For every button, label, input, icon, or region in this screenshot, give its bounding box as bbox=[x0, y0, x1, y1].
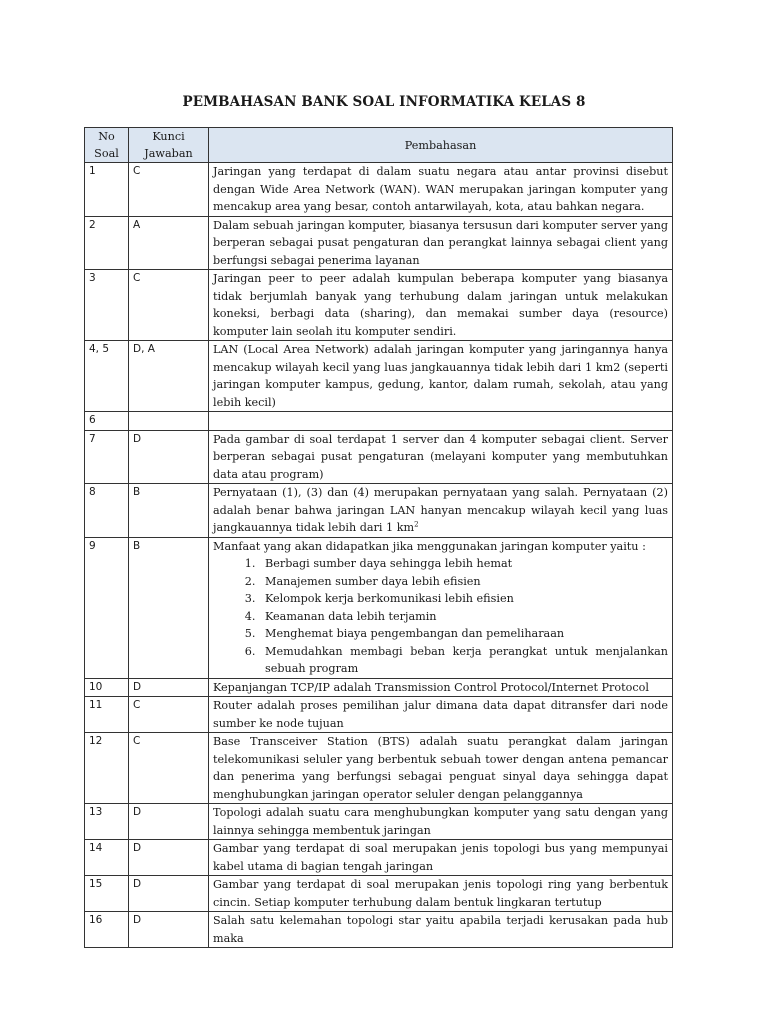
header-kunci-jawaban bbox=[129, 128, 209, 163]
row-no: 8 bbox=[85, 484, 129, 538]
row-discussion bbox=[209, 537, 673, 678]
row-key: B bbox=[129, 537, 209, 678]
header-key-line1: Kunci bbox=[152, 130, 185, 143]
table-row bbox=[85, 840, 673, 876]
row-no: 1 bbox=[85, 163, 129, 217]
row-discussion: Jaringan yang terdapat di dalam suatu negara atau antar provinsi disebut dengan Wide Area Network (WAN). WAN merupakan jaringan komputer yang mencakup area yang besar, contoh antarwilayah, kota, atau bahkan negara. bbox=[209, 163, 673, 217]
row-key: D bbox=[129, 840, 209, 876]
row-discussion: Jaringan peer to peer adalah kumpulan beberapa komputer yang biasanya tidak berjumlah banyak yang terhubung dalam jaringan untuk melakukan koneksi, berbagi data (sharing), dan memakai sumber daya (resource) komputer lain seolah itu komputer sendiri. bbox=[209, 270, 673, 341]
table-row bbox=[85, 678, 673, 697]
table-header-row bbox=[85, 128, 673, 163]
row-key: D bbox=[129, 876, 209, 912]
benefits-intro: Manfaat yang akan didapatkan jika menggunakan jaringan komputer yaitu : bbox=[213, 539, 646, 553]
row-key: C bbox=[129, 733, 209, 804]
row-key: C bbox=[129, 163, 209, 217]
table-row bbox=[85, 537, 673, 678]
table-row bbox=[85, 270, 673, 341]
row-no: 6 bbox=[85, 412, 129, 431]
table-row bbox=[85, 697, 673, 733]
row-key: D bbox=[129, 804, 209, 840]
row-no: 12 bbox=[85, 733, 129, 804]
table-row bbox=[85, 912, 673, 948]
list-item: 1. Berbagi sumber daya sehingga lebih hemat bbox=[259, 555, 668, 573]
row-discussion: Pada gambar di soal terdapat 1 server dan 4 komputer sebagai client. Server berperan sebagai pusat pengaturan (melayani komputer yang membutuhkan data atau program) bbox=[209, 430, 673, 484]
answer-key-table bbox=[84, 127, 673, 948]
header-no-soal bbox=[85, 128, 129, 163]
benefits-list bbox=[213, 555, 668, 678]
row-discussion bbox=[209, 484, 673, 538]
row-discussion: Topologi adalah suatu cara menghubungkan komputer yang satu dengan yang lainnya sehingga membentuk jaringan bbox=[209, 804, 673, 840]
row-no: 11 bbox=[85, 697, 129, 733]
list-item: 5. Menghemat biaya pengembangan dan pemeliharaan bbox=[259, 625, 668, 643]
header-pembahasan: Pembahasan bbox=[209, 128, 673, 163]
row-key bbox=[129, 412, 209, 431]
table-row bbox=[85, 876, 673, 912]
row-key: B bbox=[129, 484, 209, 538]
row-key: D bbox=[129, 430, 209, 484]
row-discussion: Router adalah proses pemilihan jalur dimana data dapat ditransfer dari node sumber ke node tujuan bbox=[209, 697, 673, 733]
header-no-line2: Soal bbox=[94, 147, 119, 160]
row-no: 9 bbox=[85, 537, 129, 678]
row-no: 3 bbox=[85, 270, 129, 341]
row-discussion: Base Transceiver Station (BTS) adalah suatu perangkat dalam jaringan telekomunikasi seluler yang berbentuk sebuah tower dengan antena pemancar dan penerima yang berfungsi sebagai penguat sinyal daya sehingga dapat menghubungkan jaringan operator seluler dengan pelanggannya bbox=[209, 733, 673, 804]
row-no: 10 bbox=[85, 678, 129, 697]
row-discussion: Gambar yang terdapat di soal merupakan jenis topologi bus yang mempunyai kabel utama di bagian tengah jaringan bbox=[209, 840, 673, 876]
row-discussion: Kepanjangan TCP/IP adalah Transmission Control Protocol/Internet Protocol bbox=[209, 678, 673, 697]
row-key: D bbox=[129, 678, 209, 697]
row-discussion: Dalam sebuah jaringan komputer, biasanya tersusun dari komputer server yang berperan sebagai pusat pengaturan dan perangkat lainnya sebagai client yang berfungsi sebagai penerima layanan bbox=[209, 216, 673, 270]
table-row bbox=[85, 804, 673, 840]
row-key: C bbox=[129, 270, 209, 341]
row-discussion bbox=[209, 412, 673, 431]
list-item: 6. Memudahkan membagi beban kerja perangkat untuk menjalankan sebuah program bbox=[259, 643, 668, 678]
row-no: 13 bbox=[85, 804, 129, 840]
superscript-2: 2 bbox=[414, 520, 419, 529]
table-row bbox=[85, 430, 673, 484]
row-key: D, A bbox=[129, 341, 209, 412]
header-no-line1: No bbox=[98, 130, 115, 143]
row-no: 15 bbox=[85, 876, 129, 912]
row-key: A bbox=[129, 216, 209, 270]
row-discussion-text: Pernyataan (1), (3) dan (4) merupakan pernyataan yang salah. Pernyataan (2) adalah benar bahwa jaringan LAN hanyan mencakup wilayah kecil yang luas jangkauannya tidak lebih dari 1 km bbox=[213, 486, 668, 534]
row-discussion: LAN (Local Area Network) adalah jaringan komputer yang jaringannya hanya mencakup wilayah kecil yang luas jangkauannya tidak lebih dari 1 km2 (seperti jaringan komputer kampus, gedung, kantor, dalam rumah, sekolah, atau yang lebih kecil) bbox=[209, 341, 673, 412]
row-no: 7 bbox=[85, 430, 129, 484]
header-key-line2: Jawaban bbox=[144, 147, 193, 160]
table-row bbox=[85, 341, 673, 412]
row-no: 16 bbox=[85, 912, 129, 948]
row-key: C bbox=[129, 697, 209, 733]
table-row bbox=[85, 216, 673, 270]
row-no: 4, 5 bbox=[85, 341, 129, 412]
row-no: 2 bbox=[85, 216, 129, 270]
list-item: 4. Keamanan data lebih terjamin bbox=[259, 608, 668, 626]
table-row bbox=[85, 484, 673, 538]
document-title: PEMBAHASAN BANK SOAL INFORMATIKA KELAS 8 bbox=[182, 94, 586, 110]
row-key: D bbox=[129, 912, 209, 948]
list-item: 2. Manajemen sumber daya lebih efisien bbox=[259, 573, 668, 591]
row-no: 14 bbox=[85, 840, 129, 876]
table-row bbox=[85, 412, 673, 431]
row-discussion: Gambar yang terdapat di soal merupakan jenis topologi ring yang berbentuk cincin. Setiap komputer terhubung dalam bentuk lingkaran tertutup bbox=[209, 876, 673, 912]
row-discussion: Salah satu kelemahan topologi star yaitu apabila terjadi kerusakan pada hub maka bbox=[209, 912, 673, 948]
list-item: 3. Kelompok kerja berkomunikasi lebih efisien bbox=[259, 590, 668, 608]
table-row bbox=[85, 163, 673, 217]
table-row bbox=[85, 733, 673, 804]
